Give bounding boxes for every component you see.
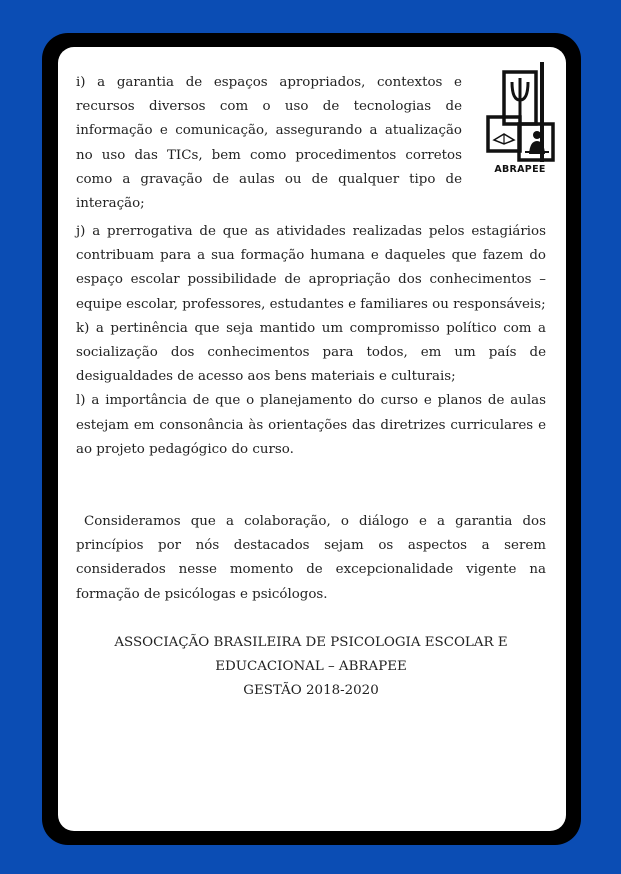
signature-line-3: GESTÃO 2018-2020	[243, 683, 379, 699]
paragraph-i	[76, 71, 462, 216]
signature-line-2: EDUCACIONAL – ABRAPEE	[215, 659, 407, 675]
paragraph-k: k) a pertinência que seja mantido um compromisso político com a socialização dos conhecimentos para todos, em um país de desigualdades de acesso aos bens materiais e culturais;	[76, 320, 546, 385]
paragraph-l: l) a importância de que o planejamento do curso e planos de aulas estejam em consonância às orientações das diretrizes curriculares e ao projeto pedagógico do curso.	[76, 393, 546, 457]
abrapee-logo-icon	[485, 62, 557, 180]
signature-line-1: ASSOCIAÇÃO BRASILEIRA DE PSICOLOGIA ESCOLAR E	[114, 635, 508, 650]
logo-caption: ABRAPEE	[494, 164, 546, 175]
paragraph-i-text: i) a garantia de espaços apropriados, contextos e recursos diversos com o uso de tecnologias de informação e comunicação, assegurando a atualização no uso das TICs, bem como procedimentos corretos como a gravação de aulas ou de qualquer tipo de interação;	[76, 75, 462, 212]
conclusion-paragraph: Consideramos que a colaboração, o diálogo e a garantia dos princípios por nós destacados sejam os aspectos a serem considerados nesse momento de excepcionalidade vigente na formação de psicólogas e psicólogos.	[76, 514, 546, 602]
signature-block	[76, 631, 546, 704]
paragraphs-j-to-l	[76, 220, 546, 462]
paragraph-j: j) a prerrogativa de que as atividades realizadas pelos estagiários contribuam para a sua formação humana e daqueles que fazem do espaço escolar possibilidade de apropriação dos conhecimentos – equipe escolar, professores, estudantes e familiares ou responsáveis;	[76, 224, 546, 312]
